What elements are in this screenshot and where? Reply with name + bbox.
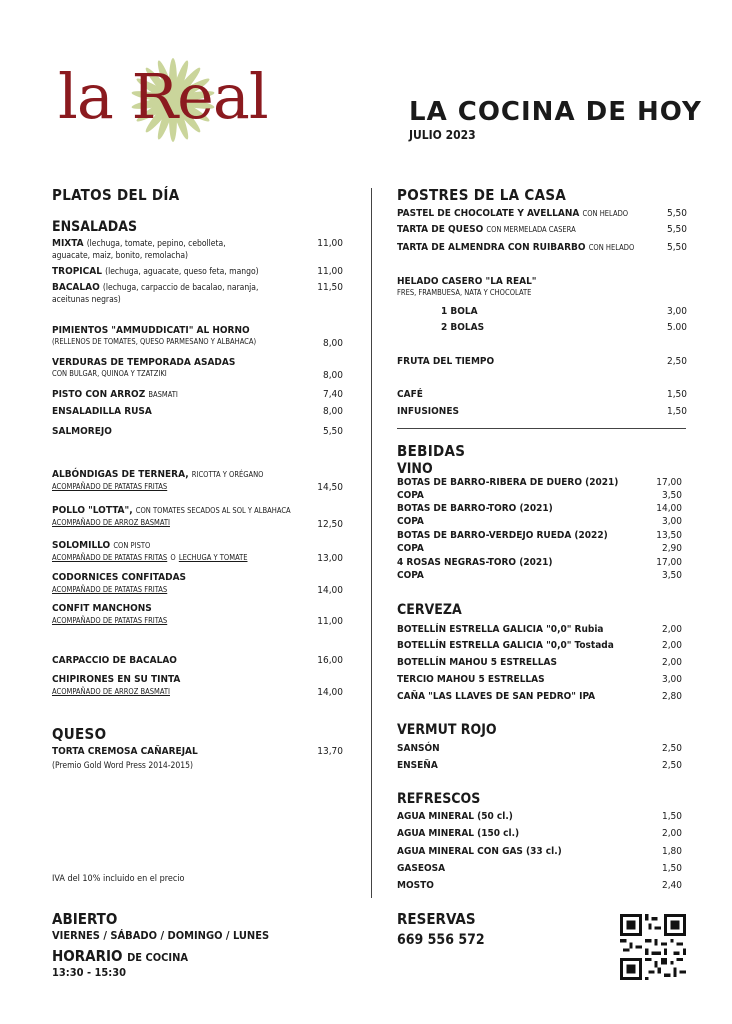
price: 5,50 [666, 208, 687, 219]
abierto-days: VIERNES / SÁBADO / DOMINGO / LUNES [52, 929, 270, 942]
bebidas-heading: BEBIDAS [397, 442, 466, 460]
page-date: JULIO 2023 [409, 128, 476, 142]
menu-item-tarta-queso: TARTA DE QUESO CON MERMELADA CASERA [397, 224, 576, 235]
abierto-heading: ABIERTO [52, 910, 118, 928]
vino-heading: VINO [397, 461, 433, 477]
menu-item-pollo: POLLO "LOTTA", CON TOMATES SECADOS AL SOL Y ALBAHACA ACOMPAÑADO DE ARROZ BASMATI [52, 505, 291, 527]
menu-item-infusiones: INFUSIONES [397, 406, 459, 417]
refresco-row: AGUA MINERAL CON GAS (33 cl.) [397, 846, 562, 857]
horario-hours: 13:30 - 15:30 [52, 966, 126, 979]
price: 12,50 [317, 519, 343, 530]
price: 14,50 [317, 482, 343, 493]
price: 11,50 [317, 282, 343, 293]
price: 17,00 [656, 557, 682, 568]
refresco-row: AGUA MINERAL (150 cl.) [397, 828, 520, 839]
refresco-row: GASEOSA [397, 863, 446, 874]
price: 2,00 [661, 640, 682, 651]
vermut-row: ENSEÑA [397, 760, 438, 771]
price: 2,00 [661, 828, 682, 839]
refresco-row: MOSTO [397, 880, 434, 891]
price: 5,50 [322, 426, 343, 437]
price: 7,40 [322, 389, 343, 400]
menu-item-pastel: PASTEL DE CHOCOLATE Y AVELLANA CON HELADO [397, 208, 629, 219]
price: 14,00 [656, 503, 682, 514]
price: 13,50 [656, 530, 682, 541]
reservas-heading: RESERVAS [397, 910, 476, 928]
menu-item-bacalao: BACALAO (lechuga, carpaccio de bacalao, naranja, aceitunas negras) [52, 282, 259, 305]
horario-heading: HORARIO DE COCINA [52, 947, 189, 965]
ensaladas-heading: ENSALADAS [52, 219, 138, 235]
wine-copa: COPA [397, 570, 424, 581]
price: 16,00 [317, 655, 343, 666]
price: 8,00 [322, 370, 343, 381]
wine-row: 4 ROSAS NEGRAS-TORO (2021) [397, 557, 553, 568]
vermut-heading: VERMUT ROJO [397, 722, 497, 738]
price: 2,90 [661, 543, 682, 554]
refrescos-heading: REFRESCOS [397, 791, 481, 807]
price: 5,50 [666, 224, 687, 235]
menu-item-cafe: CAFÉ [397, 389, 423, 400]
vermut-row: SANSÓN [397, 743, 440, 754]
menu-item-tarta-almendra: TARTA DE ALMENDRA CON RUIBARBO CON HELADO [397, 242, 635, 253]
menu-item-confit: CONFIT MANCHONS ACOMPAÑADO DE PATATAS FRITAS [52, 603, 168, 625]
beer-row: TERCIO MAHOU 5 ESTRELLAS [397, 674, 545, 685]
price: 2,50 [661, 760, 682, 771]
menu-item-torta: TORTA CREMOSA CAÑAREJAL (Premio Gold Word Press 2014-2015) [52, 746, 198, 771]
price: 14,00 [317, 585, 343, 596]
price: 1,50 [661, 811, 682, 822]
price: 2,50 [666, 356, 687, 367]
wine-row: BOTAS DE BARRO-RIBERA DE DUERO (2021) [397, 477, 619, 488]
reservas-phone[interactable]: 669 556 572 [397, 932, 485, 948]
price: 14,00 [317, 687, 343, 698]
price: 13,70 [317, 746, 343, 757]
price: 2,00 [661, 624, 682, 635]
price: 11,00 [317, 616, 343, 627]
logo: la Real [58, 60, 268, 133]
queso-heading: QUESO [52, 725, 107, 743]
menu-item-pimientos: PIMIENTOS "AMMUDDICATI" AL HORNO (RELLENOS DE TOMATES, QUESO PARMESANO Y ALBAHACA) [52, 325, 257, 346]
beer-row: BOTELLÍN ESTRELLA GALICIA "0,0" Tostada [397, 640, 614, 651]
price: 2,40 [661, 880, 682, 891]
price: 11,00 [317, 266, 343, 277]
menu-item-helado: HELADO CASERO "LA REAL" FRES, FRAMBUESA, NATA Y CHOCOLATE [397, 276, 537, 297]
section-divider [397, 428, 686, 429]
wine-copa: COPA [397, 490, 424, 501]
menu-item-carpaccio: CARPACCIO DE BACALAO [52, 655, 177, 666]
wine-copa: COPA [397, 516, 424, 527]
menu-item-verduras: VERDURAS DE TEMPORADA ASADAS CON BULGAR, QUINOA Y TZATZIKI [52, 357, 236, 378]
price: 8,00 [322, 338, 343, 349]
price: 3,00 [661, 516, 682, 527]
price: 1,50 [666, 406, 687, 417]
price: 11,00 [317, 238, 343, 249]
wine-copa: COPA [397, 543, 424, 554]
helado-1-bola: 1 BOLA [441, 306, 478, 317]
helado-2-bolas: 2 BOLAS [441, 322, 485, 333]
menu-item-codornices: CODORNICES CONFITADAS ACOMPAÑADO DE PATATAS FRITAS [52, 572, 187, 594]
price: 1,80 [661, 846, 682, 857]
wine-row: BOTAS DE BARRO-TORO (2021) [397, 503, 553, 514]
price: 5,50 [666, 242, 687, 253]
price: 2,00 [661, 657, 682, 668]
beer-row: BOTELLÍN MAHOU 5 ESTRELLAS [397, 657, 557, 668]
beer-row: BOTELLÍN ESTRELLA GALICIA "0,0" Rubia [397, 624, 604, 635]
wine-row: BOTAS DE BARRO-VERDEJO RUEDA (2022) [397, 530, 608, 541]
price: 1,50 [661, 863, 682, 874]
iva-note: IVA del 10% incluido en el precio [52, 874, 185, 884]
price: 2,80 [661, 691, 682, 702]
price: 8,00 [322, 406, 343, 417]
price: 5.00 [666, 322, 687, 333]
price: 1,50 [666, 389, 687, 400]
menu-item-tropical: TROPICAL (lechuga, aguacate, queso feta, mango) [52, 266, 259, 277]
postres-heading: POSTRES DE LA CASA [397, 186, 567, 204]
price: 3,00 [666, 306, 687, 317]
cerveza-heading: CERVEZA [397, 602, 462, 618]
qr-code-icon[interactable] [620, 914, 686, 980]
platos-heading: PLATOS DEL DÍA [52, 186, 180, 204]
menu-item-salmorejo: SALMOREJO [52, 426, 112, 437]
menu-item-mixta: MIXTA (lechuga, tomate, pepino, cebolleta, aguacate, maiz, bonito, remolacha) [52, 238, 226, 261]
menu-item-fruta: FRUTA DEL TIEMPO [397, 356, 495, 367]
price: 3,00 [661, 674, 682, 685]
menu-item-pisto: PISTO CON ARROZ BASMATI [52, 389, 178, 400]
menu-item-chipirones: CHIPIRONES EN SU TINTA ACOMPAÑADO DE ARROZ BASMATI [52, 674, 181, 696]
menu-item-solomillo: SOLOMILLO CON PISTO ACOMPAÑADO DE PATATAS FRITAS O LECHUGA Y TOMATE [52, 540, 248, 562]
price: 2,50 [661, 743, 682, 754]
price: 17,00 [656, 477, 682, 488]
price: 13,00 [317, 553, 343, 564]
menu-item-ensaladilla: ENSALADILLA RUSA [52, 406, 152, 417]
price: 3,50 [661, 570, 682, 581]
refresco-row: AGUA MINERAL (50 cl.) [397, 811, 513, 822]
menu-item-albondigas: ALBÓNDIGAS DE TERNERA, RICOTTA Y ORÉGANO ACOMPAÑADO DE PATATAS FRITAS [52, 469, 264, 491]
page-title: LA COCINA DE HOY [409, 97, 702, 127]
beer-row: CAÑA "LAS LLAVES DE SAN PEDRO" IPA [397, 691, 596, 702]
column-divider [371, 188, 372, 898]
price: 3,50 [661, 490, 682, 501]
